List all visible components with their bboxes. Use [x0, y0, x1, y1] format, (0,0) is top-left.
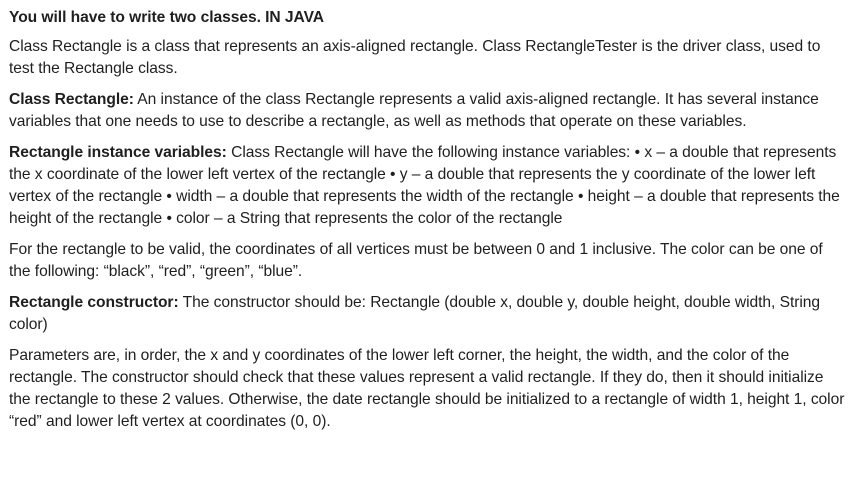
paragraph-constructor [9, 292, 848, 336]
paragraph-class-rectangle-label: Class Rectangle: [9, 91, 134, 108]
paragraph-constructor-label: Rectangle constructor: [9, 294, 179, 311]
document-heading: You will have to write two classes. IN JAVA [9, 9, 325, 26]
paragraph-class-rectangle [9, 89, 848, 133]
paragraph-intro [9, 36, 848, 80]
paragraph-instance-variables-label: Rectangle instance variables: [9, 144, 227, 161]
paragraph-parameters-text: Parameters are, in order, the x and y coordinates of the lower left corner, the height, the width, and the color of the rectangle. The constructor should check that these values represent a valid rectangle. If they do, then it should initialize the rectangle to these 2 values. Otherwise, the date rectangle should be initialized to a rectangle of width 1, height 1, color “red” and lower left vertex at coordinates (0, 0). [9, 347, 845, 430]
paragraph-instance-variables-text: Class Rectangle will have the following instance variables: • x – a double that represents the x coordinate of the lower left vertex of the rectangle • y – a double that represents the y coordinate of the lower left vertex of the rectangle • width – a double that represents the width of the rectangle • height – a double that represents the height of the rectangle • color – a String that represents the color of the rectangle [9, 144, 840, 227]
paragraph-constructor-text: The constructor should be: Rectangle (double x, double y, double height, double width, String color) [9, 294, 821, 333]
paragraph-validity-text: For the rectangle to be valid, the coordinates of all vertices must be between 0 and 1 inclusive. The color can be one of the following: “black”, “red”, “green”, “blue”. [9, 241, 823, 280]
paragraph-intro-text: Class Rectangle is a class that represents an axis-aligned rectangle. Class RectangleTester is the driver class, used to test the Rectangle class. [9, 38, 821, 77]
paragraph-validity [9, 239, 848, 283]
paragraph-class-rectangle-text: An instance of the class Rectangle represents a valid axis-aligned rectangle. It has several instance variables that one needs to use to describe a rectangle, as well as methods that operate on these variables. [9, 91, 819, 130]
paragraph-parameters [9, 345, 848, 433]
paragraph-instance-variables [9, 142, 848, 230]
